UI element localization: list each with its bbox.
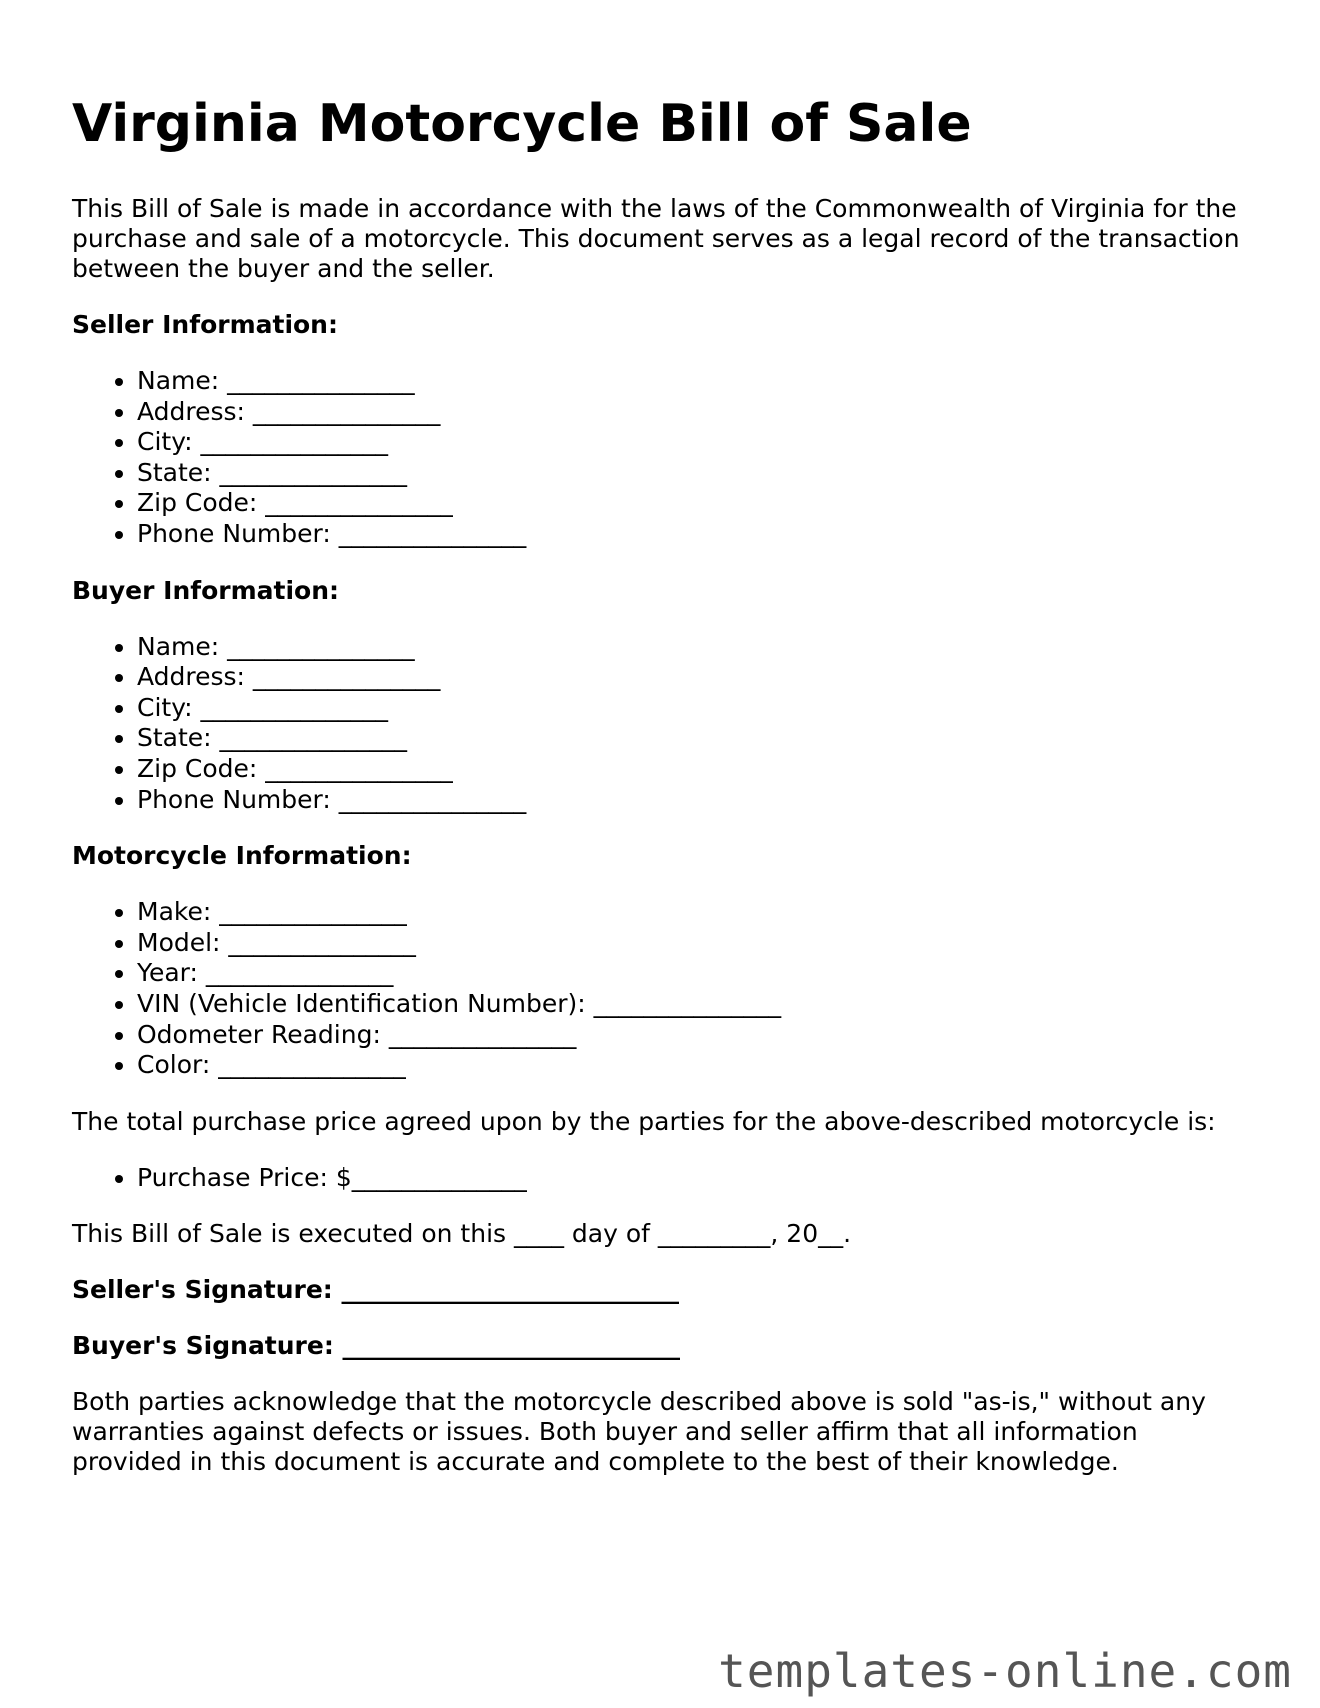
buyer-city-item: • City: _______________ <box>137 693 1252 724</box>
motorcycle-color-item: • Color: _______________ <box>137 1050 1252 1081</box>
motorcycle-list <box>72 897 1252 1081</box>
document-title: Virginia Motorcycle Bill of Sale <box>72 94 972 154</box>
buyer-phone-item: • Phone Number: _______________ <box>137 785 1252 816</box>
buyer-zip-item: • Zip Code: _______________ <box>137 754 1252 785</box>
buyer-signature-line: Buyer's Signature: ___________________________ <box>72 1331 681 1361</box>
document-page <box>72 88 1252 1477</box>
price-list <box>72 1163 1252 1194</box>
intro-paragraph: This Bill of Sale is made in accordance with the laws of the Commonwealth of Virginia for the purchase and sale of a motorcycle. This document serves as a legal record of the transaction between the buyer and the seller. <box>72 194 1240 283</box>
motorcycle-year-item: • Year: _______________ <box>137 958 1252 989</box>
motorcycle-model-item: • Model: _______________ <box>137 928 1252 959</box>
purchase-price-item: • Purchase Price: $______________ <box>137 1163 1252 1194</box>
buyer-address-item: • Address: _______________ <box>137 662 1252 693</box>
buyer-name-item: • Name: _______________ <box>137 632 1252 663</box>
acknowledgment-paragraph: Both parties acknowledge that the motorcycle described above is sold "as-is," without any warranties against defects or issues. Both buyer and seller affirm that all information provided in this document is accurate and complete to the best of their knowledge. <box>72 1387 1206 1477</box>
motorcycle-vin-item: • VIN (Vehicle Identification Number): _______________ <box>137 989 1252 1020</box>
motorcycle-heading: Motorcycle Information: <box>72 841 412 871</box>
seller-city-item: • City: _______________ <box>137 427 1252 458</box>
buyer-heading: Buyer Information: <box>72 575 340 605</box>
execution-date-line: This Bill of Sale is executed on this ____ day of _________, 20__. <box>72 1219 852 1249</box>
seller-list <box>72 366 1252 550</box>
seller-state-item: • State: _______________ <box>137 458 1252 489</box>
seller-zip-item: • Zip Code: _______________ <box>137 488 1252 519</box>
motorcycle-make-item: • Make: _______________ <box>137 897 1252 928</box>
seller-name-item: • Name: _______________ <box>137 366 1252 397</box>
seller-phone-item: • Phone Number: _______________ <box>137 519 1252 550</box>
watermark-text: templates-online.com <box>718 1644 1292 1698</box>
seller-heading: Seller Information: <box>72 310 338 339</box>
seller-address-item: • Address: _______________ <box>137 397 1252 428</box>
motorcycle-odometer-item: • Odometer Reading: _______________ <box>137 1020 1252 1051</box>
buyer-state-item: • State: _______________ <box>137 723 1252 754</box>
buyer-list <box>72 632 1252 816</box>
seller-signature-line: Seller's Signature: ___________________________ <box>72 1275 679 1305</box>
price-paragraph: The total purchase price agreed upon by the parties for the above-described motorcycle is: <box>72 1106 1216 1136</box>
